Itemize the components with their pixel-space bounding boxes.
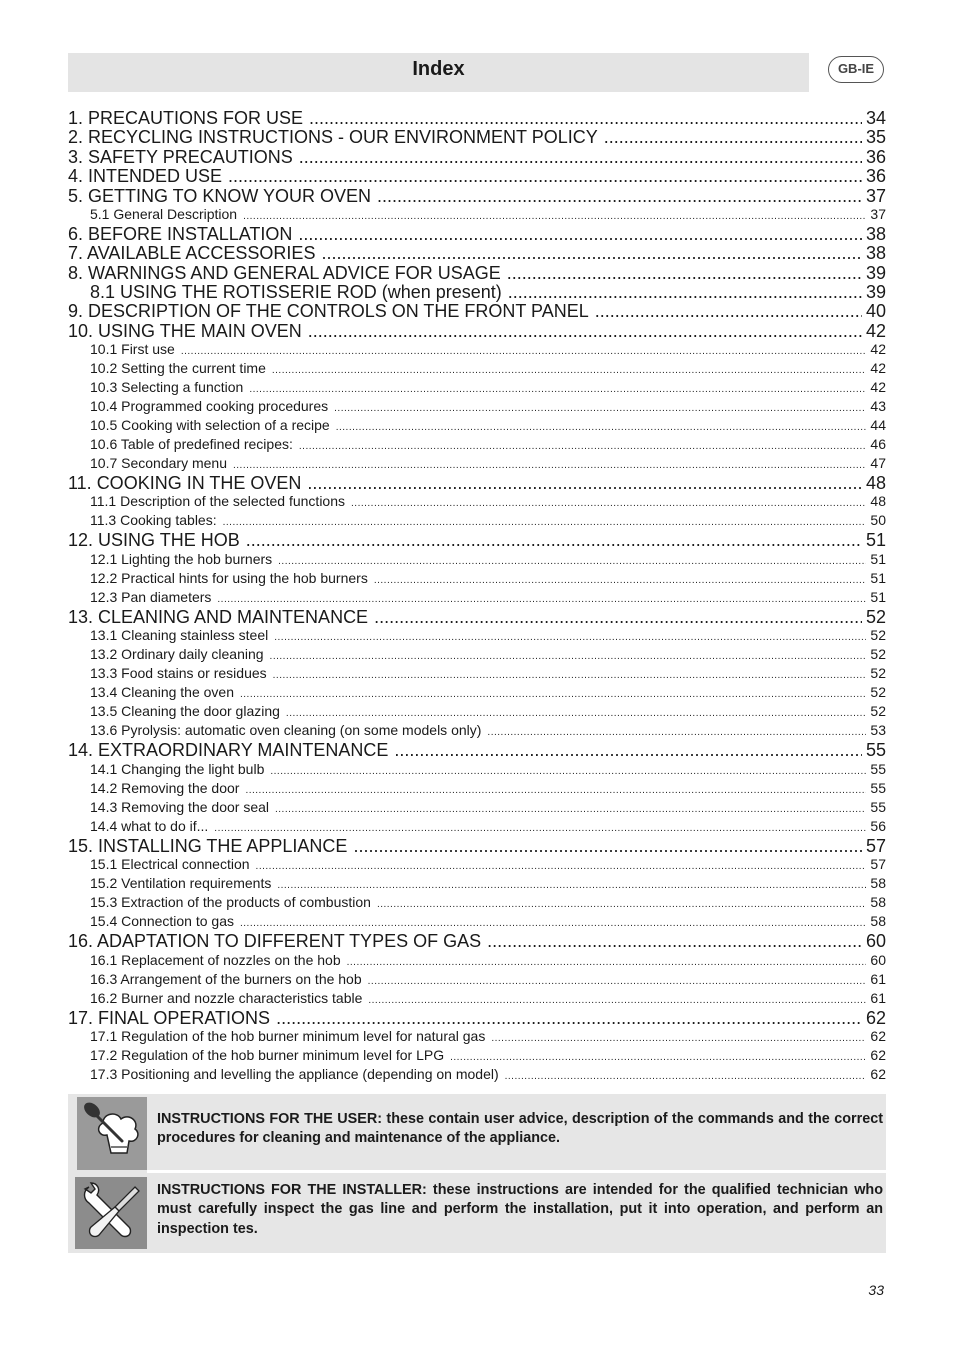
toc-entry[interactable] <box>68 1066 886 1085</box>
toc-entry-title: 16.2 Burner and nozzle characteristics table <box>90 989 363 1006</box>
toc-entry-title: 10.5 Cooking with selection of a recipe <box>90 417 330 434</box>
toc-entry[interactable] <box>68 360 886 379</box>
toc-dot-leader <box>374 573 867 589</box>
page-title: Index <box>412 58 465 80</box>
toc-entry[interactable] <box>68 722 886 741</box>
toc-entry-title: 15.2 Ventilation requirements <box>90 875 272 892</box>
toc-entry-title: 1. PRECAUTIONS FOR USE <box>68 109 304 128</box>
toc-entry-title: 8.1 USING THE ROTISSERIE ROD (when present) <box>90 283 502 303</box>
toc-dot-leader <box>274 630 866 646</box>
toc-entry[interactable] <box>68 1047 886 1066</box>
toc-entry-page: 52 <box>870 665 886 682</box>
toc-dot-leader <box>351 496 866 512</box>
toc-dot-leader <box>276 1009 862 1028</box>
toc-entry[interactable] <box>68 455 886 474</box>
toc-dot-leader <box>334 401 866 417</box>
toc-entry[interactable] <box>68 531 886 550</box>
toc-entry-title: 10.3 Selecting a function <box>90 379 244 396</box>
toc-dot-leader <box>256 859 867 875</box>
toc-entry-title: 8. WARNINGS AND GENERAL ADVICE FOR USAGE <box>68 263 501 283</box>
toc-entry-page: 50 <box>870 512 886 529</box>
toc-entry[interactable] <box>68 417 886 436</box>
toc-entry-title: 14.2 Removing the door <box>90 779 240 796</box>
toc-entry-title: 10.2 Setting the current time <box>90 360 266 377</box>
toc-entry-title: 16.3 Arrangement of the burners on the hob <box>90 970 362 987</box>
toc-entry-title: 9. DESCRIPTION OF THE CONTROLS ON THE FRONT PANEL <box>68 302 589 322</box>
toc-entry-page: 43 <box>870 398 886 415</box>
toc-dot-leader <box>604 128 862 147</box>
toc-entry-title: 3. SAFETY PRECAUTIONS <box>68 147 293 167</box>
installer-instructions-note <box>68 1174 886 1253</box>
toc-entry[interactable] <box>68 493 886 512</box>
toc-entry-page: 52 <box>870 646 886 663</box>
toc-dot-leader <box>214 821 866 837</box>
toc-entry-title: 13.3 Food stains or residues <box>90 665 267 682</box>
toc-entry-page: 38 <box>865 244 886 264</box>
toc-dot-leader <box>368 993 866 1009</box>
toc-entry-page: 57 <box>865 836 886 856</box>
toc-entry-title: 7. AVAILABLE ACCESSORIES <box>68 244 316 264</box>
user-instructions-note <box>68 1094 886 1174</box>
toc-dot-leader <box>223 515 867 531</box>
toc-entry-title: 12.2 Practical hints for using the hob burners <box>90 569 368 586</box>
toc-entry-title: 4. INTENDED USE <box>68 167 223 187</box>
toc-entry-page: 36 <box>865 167 886 187</box>
toc-entry[interactable] <box>68 741 886 760</box>
toc-entry-page: 55 <box>865 741 886 761</box>
toc-dot-leader <box>270 649 867 665</box>
toc-dot-leader <box>233 458 866 474</box>
toc-entry[interactable] <box>68 206 886 225</box>
page-number: 33 <box>868 1282 884 1298</box>
toc-entry-page: 62 <box>870 1065 886 1082</box>
toc-entry-title: 10.7 Secondary menu <box>90 455 227 472</box>
toc-entry-page: 40 <box>865 302 886 322</box>
toc-entry[interactable] <box>68 703 886 722</box>
toc-dot-leader <box>374 608 862 627</box>
toc-entry-title: 14. EXTRAORDINARY MAINTENANCE <box>68 741 389 761</box>
installer-instructions-text: INSTRUCTIONS FOR THE INSTALLER: these instructions are intended for the qualified technician who must carefully inspect the gas line and perform the installation, put it into operation, and perform an inspection tes. <box>157 1182 883 1237</box>
toc-entry[interactable] <box>68 627 886 646</box>
toc-entry-title: 11.1 Description of the selected functions <box>90 493 346 510</box>
toc-entry-page: 62 <box>870 1027 886 1044</box>
toc-entry-page: 36 <box>865 147 886 167</box>
toc-entry[interactable] <box>68 1009 886 1028</box>
toc-entry-title: 14.4 what to do if... <box>90 817 209 834</box>
toc-dot-leader <box>377 897 866 913</box>
toc-entry[interactable] <box>68 302 886 321</box>
toc-entry-title: 15. INSTALLING THE APPLIANCE <box>68 836 348 856</box>
toc-entry-title: 13.4 Cleaning the oven <box>90 684 234 701</box>
toc-entry-title: 16. ADAPTATION TO DIFFERENT TYPES OF GAS <box>68 932 482 952</box>
toc-entry-title: 14.3 Removing the door seal <box>90 798 269 815</box>
toc-entry-page: 51 <box>870 550 886 567</box>
toc-dot-leader <box>321 244 862 263</box>
toc-entry[interactable] <box>68 436 886 455</box>
toc-entry-page: 34 <box>865 109 886 128</box>
toc-dot-leader <box>246 531 862 550</box>
toc-entry-page: 35 <box>865 128 886 148</box>
toc-entry-page: 39 <box>865 263 886 283</box>
toc-entry-page: 60 <box>870 951 886 968</box>
toc-entry[interactable] <box>68 398 886 417</box>
toc-entry-page: 58 <box>870 875 886 892</box>
header-bar <box>68 53 809 92</box>
toc-entry-title: 12.1 Lighting the hob burners <box>90 550 273 567</box>
toc-dot-leader <box>336 420 867 436</box>
chef-spoon-icon <box>77 1097 147 1170</box>
toc-entry[interactable] <box>68 856 886 875</box>
toc-entry[interactable] <box>68 474 886 493</box>
toc-dot-leader <box>181 344 867 360</box>
toc-entry[interactable] <box>68 952 886 971</box>
toc-dot-leader <box>309 109 862 128</box>
toc-entry[interactable] <box>68 264 886 283</box>
toc-entry-page: 38 <box>865 225 886 245</box>
toc-entry[interactable] <box>68 341 886 360</box>
toc-entry[interactable] <box>68 665 886 684</box>
toc-entry[interactable] <box>68 932 886 951</box>
toc-entry[interactable] <box>68 379 886 398</box>
toc-entry-page: 51 <box>870 569 886 586</box>
toc-dot-leader <box>347 955 867 971</box>
toc-entry-title: 11. COOKING IN THE OVEN <box>68 474 302 494</box>
toc-entry-title: 13. CLEANING AND MAINTENANCE <box>68 607 369 627</box>
toc-entry-title: 16.1 Replacement of nozzles on the hob <box>90 951 341 968</box>
toc-dot-leader <box>507 264 862 283</box>
toc-entry-title: 11.3 Cooking tables: <box>90 512 217 529</box>
toc-dot-leader <box>249 382 866 398</box>
toc-entry[interactable] <box>68 971 886 990</box>
language-badge: GB-IE <box>828 56 884 83</box>
toc-entry[interactable] <box>68 875 886 894</box>
toc-entry-title: 10.4 Programmed cooking procedures <box>90 398 329 415</box>
toc-entry[interactable] <box>68 913 886 932</box>
toc-dot-leader <box>243 209 866 225</box>
table-of-contents <box>68 109 886 1085</box>
toc-dot-leader <box>228 167 862 186</box>
toc-entry-title: 5.1 General Description <box>90 206 238 223</box>
toc-entry[interactable] <box>68 684 886 703</box>
toc-entry-page: 42 <box>870 341 886 358</box>
toc-dot-leader <box>307 474 862 493</box>
toc-entry-page: 55 <box>870 798 886 815</box>
toc-entry-title: 17.2 Regulation of the hob burner minimum level for LPG <box>90 1046 445 1063</box>
toc-entry-page: 51 <box>870 588 886 605</box>
toc-dot-leader <box>240 687 866 703</box>
toc-entry-title: 10.1 First use <box>90 341 175 358</box>
toc-entry-title: 17.1 Regulation of the hob burner minimum level for natural gas <box>90 1027 486 1044</box>
toc-dot-leader <box>298 225 862 244</box>
toc-entry-page: 42 <box>870 360 886 377</box>
toc-entry-title: 15.1 Electrical connection <box>90 856 250 873</box>
toc-entry[interactable] <box>68 551 886 570</box>
toc-entry[interactable] <box>68 128 886 147</box>
toc-entry[interactable] <box>68 818 886 837</box>
toc-dot-leader <box>368 974 867 990</box>
toc-dot-leader <box>278 554 866 570</box>
toc-dot-leader <box>377 187 862 206</box>
toc-entry-page: 48 <box>870 493 886 510</box>
toc-entry[interactable] <box>68 570 886 589</box>
toc-dot-leader <box>270 764 866 780</box>
toc-entry[interactable] <box>68 589 886 608</box>
toc-entry-page: 47 <box>870 455 886 472</box>
toc-entry[interactable] <box>68 512 886 531</box>
toc-entry-page: 55 <box>870 760 886 777</box>
toc-entry-page: 58 <box>870 894 886 911</box>
toc-entry-page: 57 <box>870 856 886 873</box>
toc-entry[interactable] <box>68 646 886 665</box>
toc-entry-page: 62 <box>870 1046 886 1063</box>
toc-entry-title: 10. USING THE MAIN OVEN <box>68 321 302 341</box>
toc-entry[interactable] <box>68 244 886 263</box>
toc-entry[interactable] <box>68 894 886 913</box>
toc-dot-leader <box>275 802 866 818</box>
toc-entry-title: 10.6 Table of predefined recipes: <box>90 436 293 453</box>
toc-dot-leader <box>245 783 866 799</box>
toc-entry-page: 61 <box>870 970 886 987</box>
toc-entry-title: 2. RECYCLING INSTRUCTIONS - OUR ENVIRONMENT POLICY <box>68 128 598 148</box>
toc-entry-page: 56 <box>870 817 886 834</box>
toc-entry[interactable] <box>68 780 886 799</box>
toc-entry-page: 51 <box>865 531 886 551</box>
toc-entry-page: 37 <box>865 186 886 206</box>
toc-entry[interactable] <box>68 283 886 302</box>
toc-entry-page: 46 <box>870 436 886 453</box>
toc-entry-page: 55 <box>870 779 886 796</box>
toc-entry-title: 15.4 Connection to gas <box>90 913 234 930</box>
toc-entry-page: 42 <box>865 321 886 341</box>
toc-entry[interactable] <box>68 761 886 780</box>
toc-entry[interactable] <box>68 187 886 206</box>
toc-dot-leader <box>450 1050 866 1066</box>
toc-entry-title: 13.1 Cleaning stainless steel <box>90 627 269 644</box>
toc-entry[interactable] <box>68 1028 886 1047</box>
toc-dot-leader <box>277 878 866 894</box>
toc-entry-page: 52 <box>870 627 886 644</box>
toc-dot-leader <box>299 439 867 455</box>
toc-dot-leader <box>299 148 862 167</box>
toc-dot-leader <box>487 725 866 741</box>
toc-dot-leader <box>240 916 866 932</box>
toc-entry-page: 60 <box>865 932 886 952</box>
toc-entry[interactable] <box>68 837 886 856</box>
toc-entry-page: 44 <box>870 417 886 434</box>
toc-entry-title: 6. BEFORE INSTALLATION <box>68 225 293 245</box>
toc-dot-leader <box>505 1069 867 1085</box>
toc-entry-page: 53 <box>870 722 886 739</box>
toc-dot-leader <box>487 932 862 951</box>
toc-entry[interactable] <box>68 109 886 128</box>
toc-dot-leader <box>595 302 862 321</box>
toc-entry-title: 5. GETTING TO KNOW YOUR OVEN <box>68 186 372 206</box>
toc-dot-leader <box>308 322 862 341</box>
toc-entry-page: 52 <box>870 684 886 701</box>
toc-dot-leader <box>491 1031 866 1047</box>
note-separator <box>147 1170 886 1173</box>
toc-entry-title: 13.5 Cleaning the door glazing <box>90 703 280 720</box>
user-instructions-text: INSTRUCTIONS FOR THE USER: these contain user advice, description of the commands and the correct procedures for cleaning and maintenance of the appliance. <box>157 1111 883 1147</box>
toc-entry[interactable] <box>68 167 886 186</box>
toc-entry-page: 48 <box>865 474 886 494</box>
toc-entry[interactable] <box>68 990 886 1009</box>
toc-dot-leader <box>394 741 862 760</box>
toc-entry-page: 37 <box>870 206 886 223</box>
toc-dot-leader <box>272 363 867 379</box>
toc-entry-title: 15.3 Extraction of the products of combustion <box>90 894 371 911</box>
toc-entry[interactable] <box>68 322 886 341</box>
toc-dot-leader <box>353 837 862 856</box>
toc-entry-title: 13.6 Pyrolysis: automatic oven cleaning (on some models only) <box>90 722 482 739</box>
toc-dot-leader <box>508 283 862 302</box>
toc-entry-title: 13.2 Ordinary daily cleaning <box>90 646 264 663</box>
toc-entry[interactable] <box>68 225 886 244</box>
toc-entry[interactable] <box>68 608 886 627</box>
toc-entry-page: 39 <box>865 283 886 303</box>
toc-entry[interactable] <box>68 148 886 167</box>
toc-entry-title: 17. FINAL OPERATIONS <box>68 1008 271 1028</box>
toc-entry-page: 42 <box>870 379 886 396</box>
toc-entry-title: 12. USING THE HOB <box>68 531 240 551</box>
toc-dot-leader <box>273 668 867 684</box>
toc-dot-leader <box>286 706 867 722</box>
toc-entry-title: 14.1 Changing the light bulb <box>90 760 265 777</box>
wrench-screwdriver-icon <box>75 1177 147 1249</box>
toc-entry-page: 52 <box>865 607 886 627</box>
toc-entry[interactable] <box>68 799 886 818</box>
toc-entry-title: 17.3 Positioning and levelling the appliance (depending on model) <box>90 1065 499 1082</box>
toc-entry-title: 12.3 Pan diameters <box>90 588 212 605</box>
toc-entry-page: 62 <box>865 1008 886 1028</box>
toc-entry-page: 58 <box>870 913 886 930</box>
toc-entry-page: 52 <box>870 703 886 720</box>
toc-entry-page: 61 <box>870 989 886 1006</box>
toc-dot-leader <box>217 592 866 608</box>
